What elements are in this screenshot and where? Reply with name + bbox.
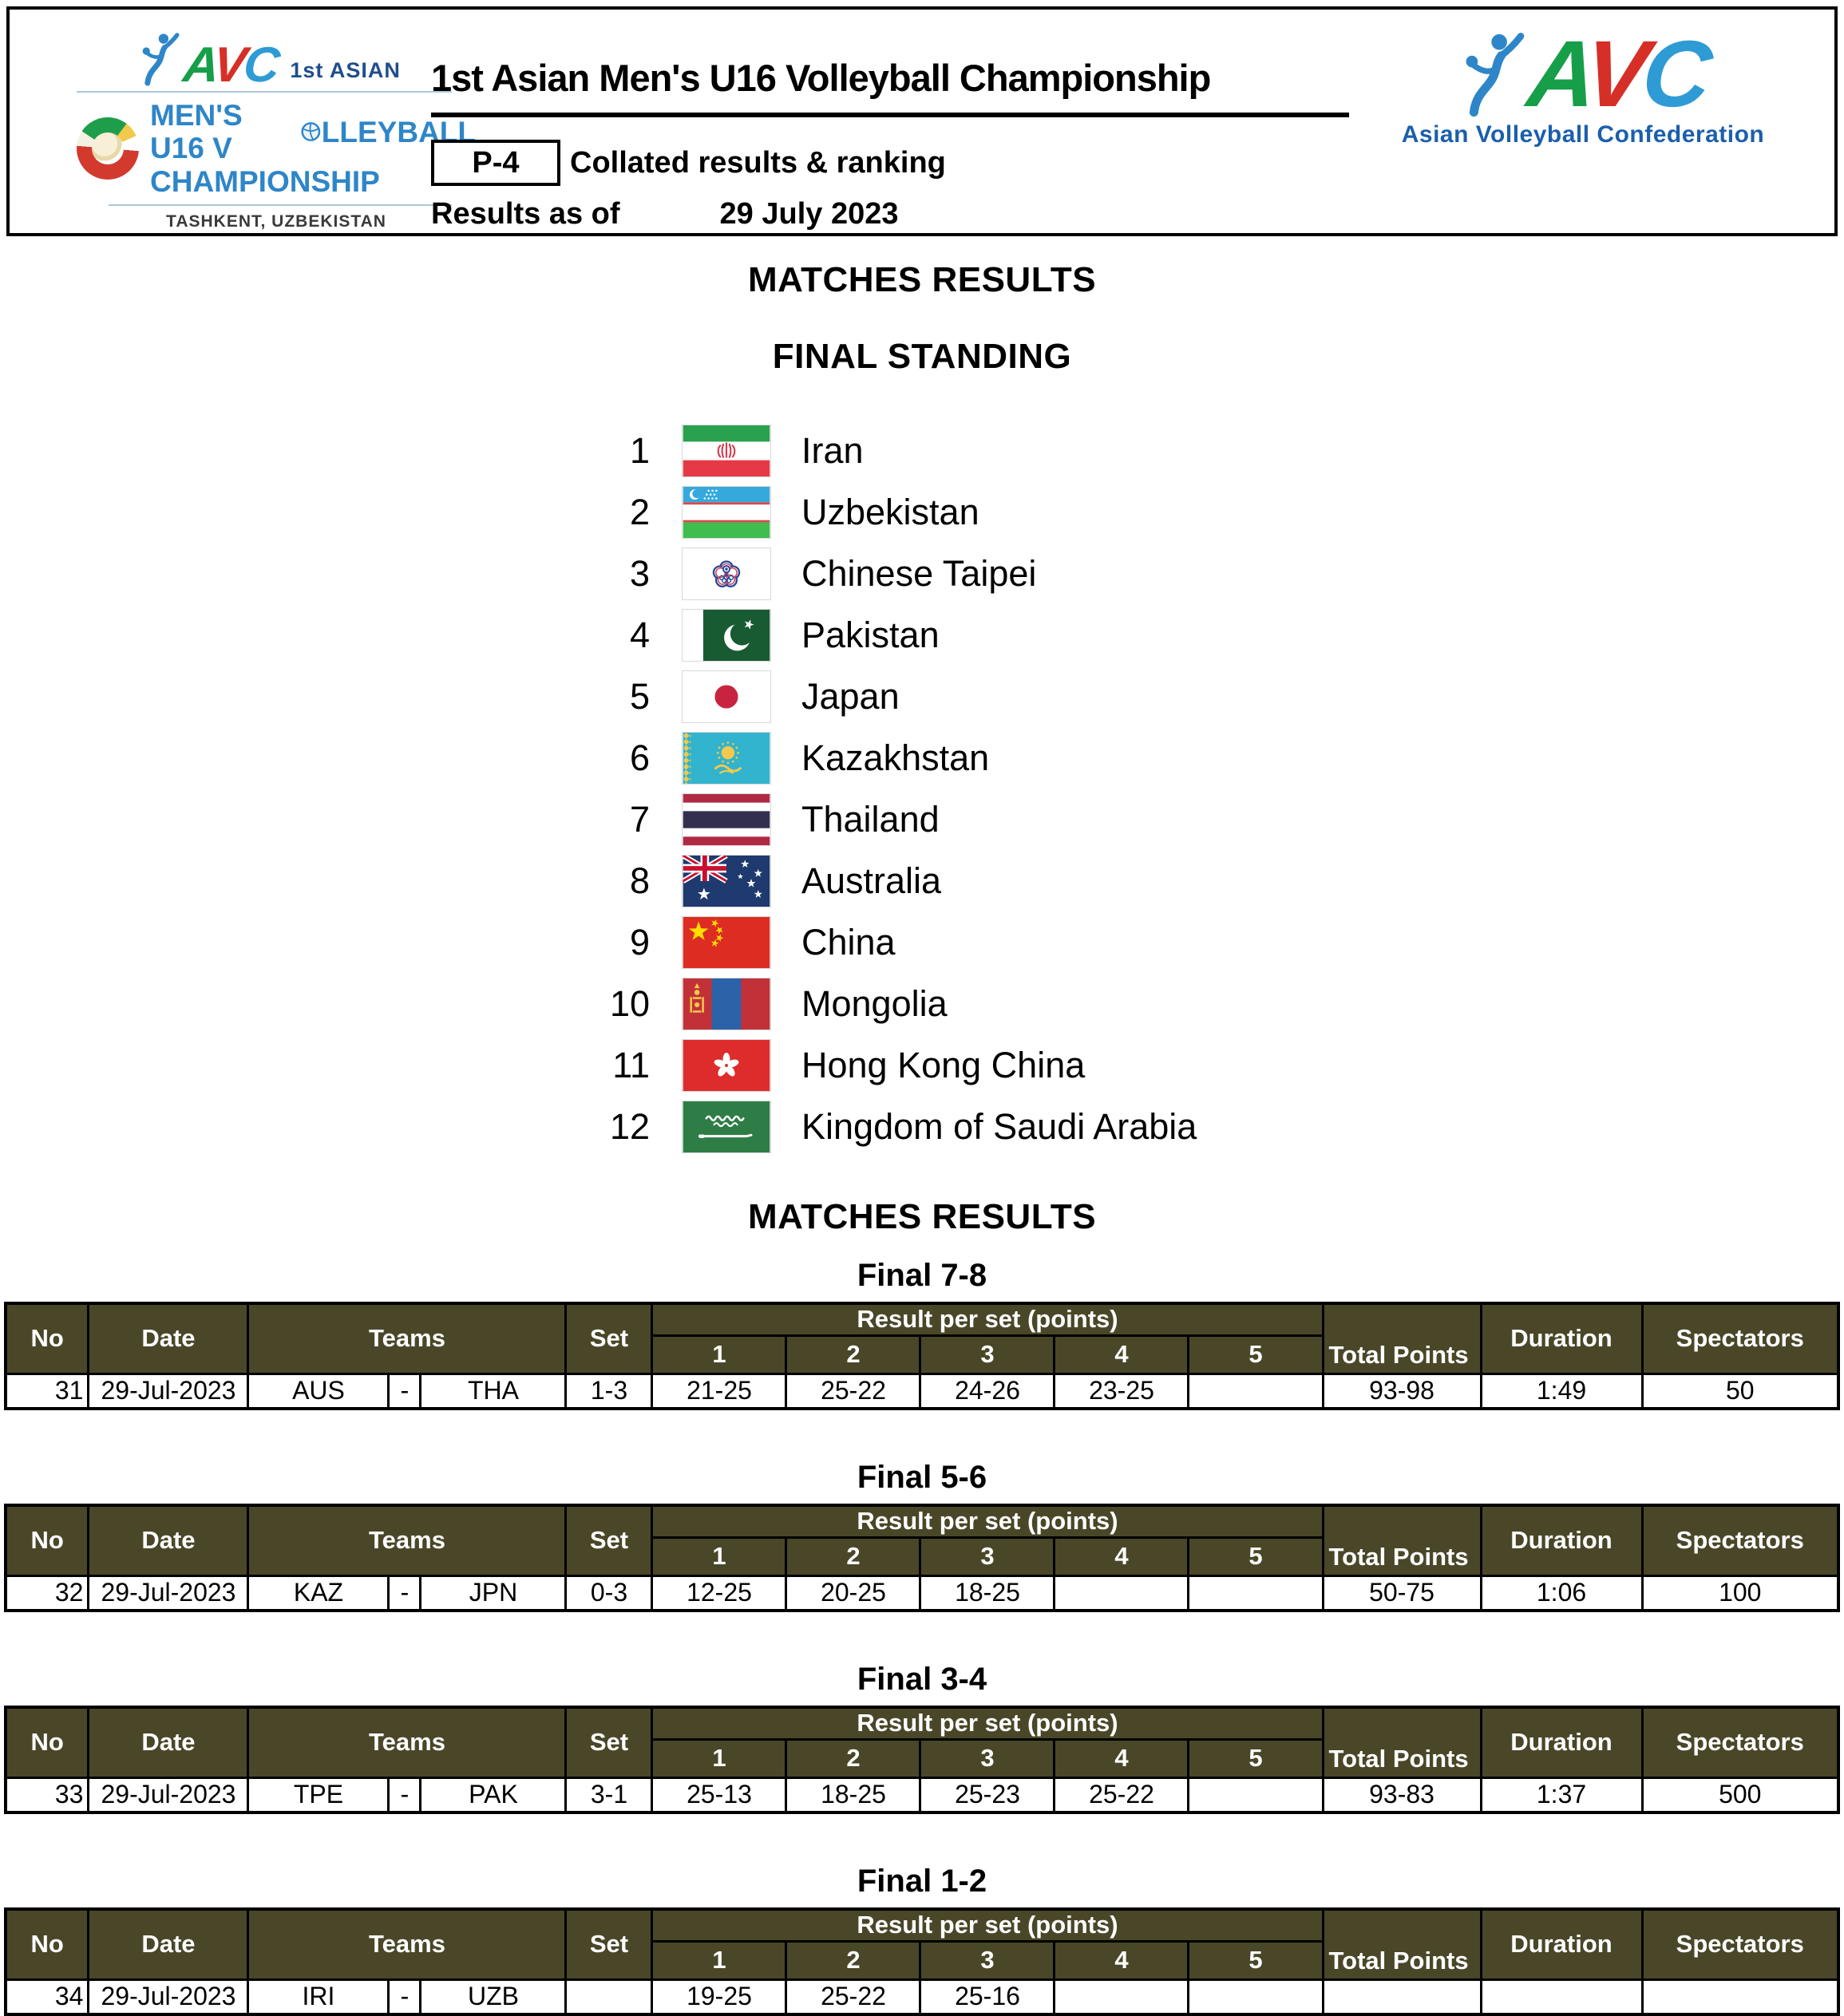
page-code-box: P-4 [431,140,560,186]
standing-row [581,604,1844,666]
col-no: No [6,1303,89,1374]
team-name: Mongolia [801,982,948,1024]
set4-points: 23-25 [1055,1374,1189,1409]
col-set-4: 4 [1055,1739,1189,1777]
flag-pakistan [682,609,771,662]
standing-row [581,1096,1844,1157]
standing-row [581,727,1844,789]
event-edition: 1st ASIAN [290,58,401,82]
page-title: 1st Asian Men's U16 Volleyball Championship [431,57,1211,99]
rank: 4 [629,614,650,655]
team-name: Chinese Taipei [801,552,1037,594]
event-logo [77,30,476,231]
match-row [6,1374,1838,1409]
match-row [6,1777,1838,1812]
col-set-1: 1 [652,1335,786,1374]
match-row [6,1979,1838,2014]
match-table-final-3-4 [4,1706,1840,1814]
col-no: No [6,1909,89,1979]
match-section-title: Final 7-8 [857,1258,987,1293]
set4-points [1055,1575,1189,1611]
flag-japan [682,670,771,723]
teams-dash: - [389,1575,421,1611]
set-score: 1-3 [566,1374,652,1409]
spectators: 500 [1642,1777,1838,1812]
match-no: 31 [6,1374,89,1409]
col-set: Set [566,1303,652,1374]
col-set-1: 1 [652,1941,786,1979]
col-set-3: 3 [920,1335,1055,1374]
spectators: 100 [1642,1575,1838,1611]
col-no: No [6,1505,89,1575]
set5-points [1189,1979,1323,2014]
set3-points: 25-23 [920,1777,1055,1812]
match-no: 32 [6,1575,89,1611]
team-name: Australia [801,860,942,901]
col-set-5: 5 [1189,1739,1323,1777]
set1-points: 12-25 [652,1575,786,1611]
col-no: No [6,1707,89,1777]
page-description: Collated results & ranking [570,145,946,180]
col-result-per-set: Result per set (points) [652,1707,1323,1739]
duration: 1:37 [1481,1777,1642,1812]
event-name-part1: MEN'S U16 V [150,99,243,165]
total-points: 50-75 [1323,1575,1481,1611]
rank: 6 [629,737,650,778]
flag-iran [682,425,771,477]
avc-wordmark-large: AVC [1522,21,1712,127]
duration [1481,1979,1642,2014]
avc-player-icon [139,30,182,88]
team-name: Pakistan [801,614,940,655]
match-no: 34 [6,1979,89,2014]
teams-dash: - [389,1374,421,1409]
set5-points [1189,1575,1323,1611]
set3-points: 25-16 [920,1979,1055,2014]
rank: 7 [629,798,650,840]
team1: AUS [248,1374,389,1409]
team-name: Iran [801,429,864,471]
col-duration: Duration [1481,1303,1642,1374]
rank: 5 [629,675,650,717]
championship-emblem-icon [77,117,139,180]
col-set-5: 5 [1189,1941,1323,1979]
avc-player-icon [1460,30,1529,118]
team-name: Thailand [801,798,940,840]
col-set: Set [566,1505,652,1575]
set-score: 3-1 [566,1777,652,1812]
team2: UZB [421,1979,566,2014]
col-set-2: 2 [786,1335,920,1374]
rank: 3 [629,552,650,594]
set1-points: 25-13 [652,1777,786,1812]
set1-points: 21-25 [652,1374,786,1409]
set4-points [1055,1979,1189,2014]
col-set-4: 4 [1055,1335,1189,1374]
team1: KAZ [248,1575,389,1611]
results-date: 29 July 2023 [719,197,899,231]
event-location: TASHKENT, UZBEKISTAN [166,212,386,231]
col-teams: Teams [248,1505,566,1575]
set1-points: 19-25 [652,1979,786,2014]
col-set-5: 5 [1189,1537,1323,1575]
set2-points: 25-22 [786,1979,920,2014]
team1: IRI [248,1979,389,2014]
match-section-title: Final 3-4 [857,1662,987,1697]
match-table-final-5-6 [4,1504,1840,1612]
title-block [431,56,1405,231]
standing-row [581,850,1844,911]
rank: 1 [629,429,650,471]
event-name-part2: LLEYBALL [321,115,476,148]
col-duration: Duration [1481,1707,1642,1777]
set3-points: 18-25 [920,1575,1055,1611]
team-name: Kingdom of Saudi Arabia [801,1105,1197,1147]
col-set-5: 5 [1189,1335,1323,1374]
set5-points [1189,1374,1323,1409]
col-set: Set [566,1909,652,1979]
team2: PAK [421,1777,566,1812]
match-date: 29-Jul-2023 [89,1374,248,1409]
match-section-title: Final 5-6 [857,1460,987,1495]
flag-chinese-taipei [682,547,771,600]
col-set-3: 3 [920,1537,1055,1575]
avc-caption: Asian Volleyball Confederation [1401,121,1765,148]
total-points: 93-83 [1323,1777,1481,1812]
col-spectators: Spectators [1642,1505,1838,1575]
col-spectators: Spectators [1642,1303,1838,1374]
standing-row [581,481,1844,543]
team-name: Uzbekistan [801,491,979,532]
col-total-points: Total Points [1323,1303,1481,1374]
logo-divider [109,204,452,206]
col-set-2: 2 [786,1941,920,1979]
col-set-4: 4 [1055,1537,1189,1575]
team-name: Kazakhstan [801,737,990,778]
match-row [6,1575,1838,1611]
spectators [1642,1979,1838,2014]
col-set: Set [566,1707,652,1777]
match-date: 29-Jul-2023 [89,1575,248,1611]
teams-dash: - [389,1979,421,2014]
col-spectators: Spectators [1642,1707,1838,1777]
match-table-final-1-2 [4,1907,1840,2016]
match-date: 29-Jul-2023 [89,1979,248,2014]
total-points [1323,1979,1481,2014]
col-date: Date [89,1909,248,1979]
rank: 8 [629,860,650,901]
volleyball-icon [301,120,321,144]
col-date: Date [89,1505,248,1575]
col-teams: Teams [248,1303,566,1374]
col-total-points: Total Points [1323,1505,1481,1575]
col-set-2: 2 [786,1739,920,1777]
final-standing-heading: FINAL STANDING [772,337,1072,376]
matches-results-heading-2: MATCHES RESULTS [747,1197,1097,1236]
col-result-per-set: Result per set (points) [652,1303,1323,1335]
set2-points: 20-25 [786,1575,920,1611]
col-set-4: 4 [1055,1941,1189,1979]
match-no: 33 [6,1777,89,1812]
match-table-final-7-8 [4,1302,1840,1410]
rank: 9 [629,921,650,963]
col-set-2: 2 [786,1537,920,1575]
event-name-line2: CHAMPIONSHIP [150,164,380,198]
flag-hong-kong-china [682,1039,771,1092]
matches-results-heading: MATCHES RESULTS [747,260,1097,299]
set4-points: 25-22 [1055,1777,1189,1812]
set2-points: 18-25 [786,1777,920,1812]
rank: 11 [612,1044,650,1085]
col-date: Date [89,1707,248,1777]
team2: JPN [421,1575,566,1611]
team2: THA [421,1374,566,1409]
set2-points: 25-22 [786,1374,920,1409]
standing-row [581,789,1844,850]
team-name: Japan [801,675,900,717]
results-as-of-label: Results as of [431,197,620,231]
rank: 12 [609,1105,650,1147]
teams-dash: - [389,1777,421,1812]
col-teams: Teams [248,1909,566,1979]
avc-logo [1375,21,1791,148]
final-standing-list [581,420,1844,1157]
set-score [566,1979,652,2014]
col-set-1: 1 [652,1537,786,1575]
page [0,6,1844,2011]
duration: 1:49 [1481,1374,1642,1409]
match-date: 29-Jul-2023 [89,1777,248,1812]
match-section-title: Final 1-2 [857,1864,987,1899]
set5-points [1189,1777,1323,1812]
col-duration: Duration [1481,1505,1642,1575]
col-total-points: Total Points [1323,1707,1481,1777]
col-result-per-set: Result per set (points) [652,1505,1323,1537]
flag-australia [682,855,771,907]
rank: 10 [609,982,650,1024]
col-set-3: 3 [920,1739,1055,1777]
standing-row [581,1034,1844,1096]
flag-uzbekistan [682,486,771,539]
rank: 2 [629,491,650,532]
title-underline [431,113,1349,117]
header [6,6,1838,236]
col-spectators: Spectators [1642,1909,1838,1979]
total-points: 93-98 [1323,1374,1481,1409]
col-date: Date [89,1303,248,1374]
col-set-1: 1 [652,1739,786,1777]
standing-row [581,420,1844,481]
team-name: China [801,921,896,963]
flag-china [682,916,771,969]
avc-wordmark-small: AVC [180,38,280,93]
duration: 1:06 [1481,1575,1642,1611]
col-set-3: 3 [920,1941,1055,1979]
flag-kazakhstan [682,732,771,785]
set-score: 0-3 [566,1575,652,1611]
spectators: 50 [1642,1374,1838,1409]
col-total-points: Total Points [1323,1909,1481,1979]
col-teams: Teams [248,1707,566,1777]
team-name: Hong Kong China [801,1044,1086,1085]
standing-row [581,666,1844,727]
flag-saudi-arabia [682,1101,771,1153]
flag-thailand [682,793,771,846]
standing-row [581,973,1844,1034]
standing-row [581,543,1844,604]
team1: TPE [248,1777,389,1812]
standing-row [581,911,1844,973]
set3-points: 24-26 [920,1374,1055,1409]
flag-mongolia [682,978,771,1030]
col-duration: Duration [1481,1909,1642,1979]
col-result-per-set: Result per set (points) [652,1909,1323,1941]
